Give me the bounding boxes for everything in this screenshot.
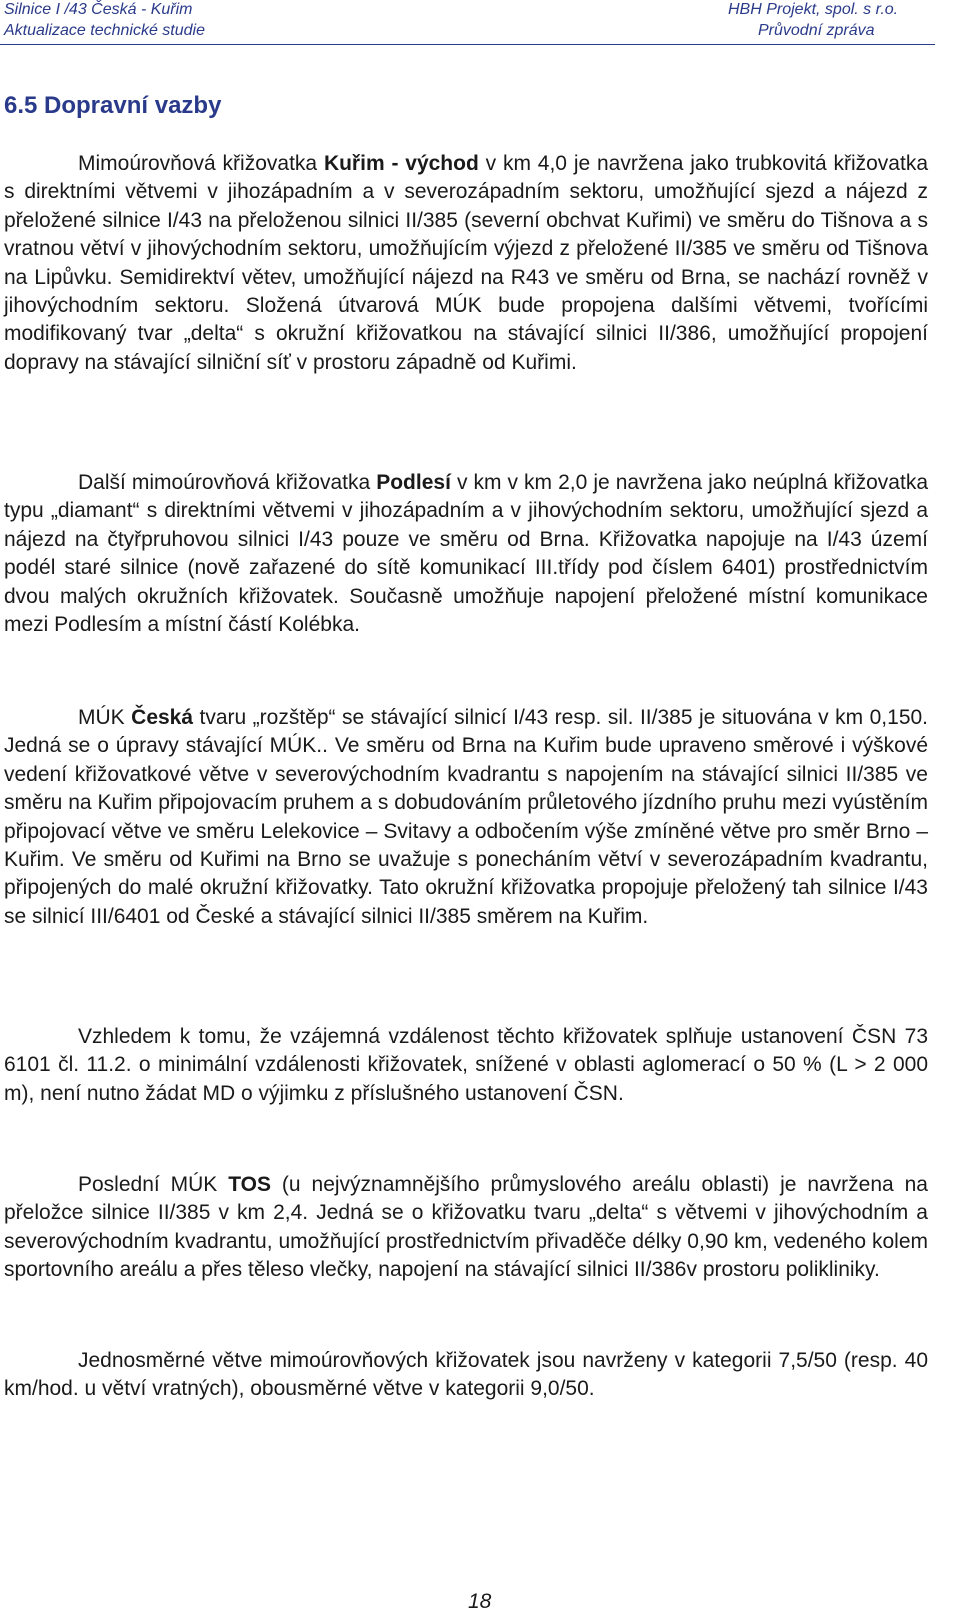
junction-name-podlesi: Podlesí <box>376 471 451 494</box>
junction-name-ceska: Česká <box>131 706 194 729</box>
paragraph-text: Další mimoúrovňová křižovatka <box>78 471 377 494</box>
paragraph-text: Jednosměrné větve mimoúrovňových křižovatek jsou navrženy v kategorii 7,5/50 (resp. 40 km/hod. u větví vratných), obousměrné větve v kategorii 9,0/50. <box>4 1349 928 1401</box>
paragraph-branch-categories <box>4 1347 928 1404</box>
paragraph-text: (u nejvýznamnějšího průmyslového areálu oblasti) je navržena na přeložce silnice II/385 v km 2,4. Jedná se o křižovatku tvaru „delta“ s větvemi v jihovýchodním a severovýchodním kvadrantu, umožňující prostřednictvím přivaděče délky 0,90 km, vedeného kolem sportovního areálu a přes těleso vlečky, napojení na stávající silnici II/386v prostoru polikliniky. <box>4 1173 928 1282</box>
paragraph-tos <box>4 1171 928 1285</box>
paragraph-text: tvaru „rozštěp“ se stávající silnicí I/43 resp. sil. II/385 je situována v km 0,150. Jedná se o úpravy stávající MÚK.. Ve směru od Brna na Kuřim bude upraveno směrové i výškové vedení křižovatkové větve v severovýchodním kvadrantu s napojením na stávající silnici II/385 ve směru na Kuřim připojovacím pruhem a s dobudováním průletového jízdního pruhu mezi vyústěním připojovací větve ve směru Lelekovice – Svitavy a odbočením výše zmíněné větve pro směr Brno – Kuřim. Ve směru od Kuřimi na Brno se uvažuje s ponecháním větví v severozápadním kvadrantu, připojených do malé okružní křižovatky. Tato okružní křižovatka propojuje přeložený tah silnice I/43 se silnicí III/6401 od České a stávající silnici II/385 směrem na Kuřim. <box>4 706 929 928</box>
junction-name-tos: TOS <box>228 1173 272 1196</box>
paragraph-kurim-vychod <box>4 150 928 377</box>
header-report-name: Průvodní zpráva <box>758 22 875 39</box>
header-project-title: Silnice I /43 Česká - Kuřim <box>4 1 193 18</box>
paragraph-text: Mimoúrovňová křižovatka <box>78 152 324 175</box>
paragraph-text: MÚK <box>78 706 132 729</box>
paragraph-text: v km v km 2,0 je navržena jako neúplná křižovatka typu „diamant“ s direktními větvemi v jihozápadním a v jihovýchodním sektoru, umožňující sjezd a nájezd na čtyřpruhovou silnici I/43 pouze ve směru od Brna. Křižovatka napojuje na I/43 území podél staré silnice (nově zařazené do sítě komunikací III.třídy pod číslem 6401) prostřednictvím dvou malých okružních křižovatek. Současně umožňuje napojení přeložené místní komunikace mezi Podlesím a místní částí Kolébka. <box>4 471 928 637</box>
paragraph-junction-distance <box>4 1023 928 1108</box>
header-divider <box>0 44 935 45</box>
paragraph-text: v km 4,0 je navržena jako trubkovitá křižovatka s direktními větvemi v jihozápadním a v severozápadním sektoru, umožňující sjezd a nájezd z přeložené silnice I/43 na přeloženou silnici II/385 (severní obchvat Kuřimi) ve směru do Tišnova a s vratnou větví v jihovýchodním sektoru, umožňujícím výjezd z přeložené II/385 ve směru od Tišnova na Lipůvku. Semidirektví větev, umožňující nájezd na R43 ve směru od Brna, se nachází rovněž v jihovýchodním sektoru. Složená útvarová MÚK bude propojena dalšími větvemi, tvořícími modifikovaný tvar „delta“ s okružní křižovatkou na stávající silnici II/386, umožňující propojení dopravy na stávající silniční síť v prostoru západně od Kuřimi. <box>4 152 929 374</box>
page-header <box>0 0 960 46</box>
paragraph-text: Vzhledem k tomu, že vzájemná vzdálenost těchto křižovatek splňuje ustanovení ČSN 73 6101 čl. 11.2. o minimální vzdálenosti křižovatek, snížené v oblasti aglomerací o 50 % (L > 2 000 m), není nutno žádat MD o výjimku z příslušného ustanovení ČSN. <box>4 1025 928 1105</box>
paragraph-text: Poslední MÚK <box>78 1173 229 1196</box>
section-title: 6.5 Dopravní vazby <box>4 92 222 119</box>
junction-name-kurim-vychod: Kuřim - východ <box>323 152 479 175</box>
header-company: HBH Projekt, spol. s r.o. <box>728 1 899 18</box>
header-document-type: Aktualizace technické studie <box>4 22 205 39</box>
paragraph-podlesi <box>4 469 928 639</box>
paragraph-ceska <box>4 704 928 931</box>
page-number: 18 <box>468 1590 492 1613</box>
